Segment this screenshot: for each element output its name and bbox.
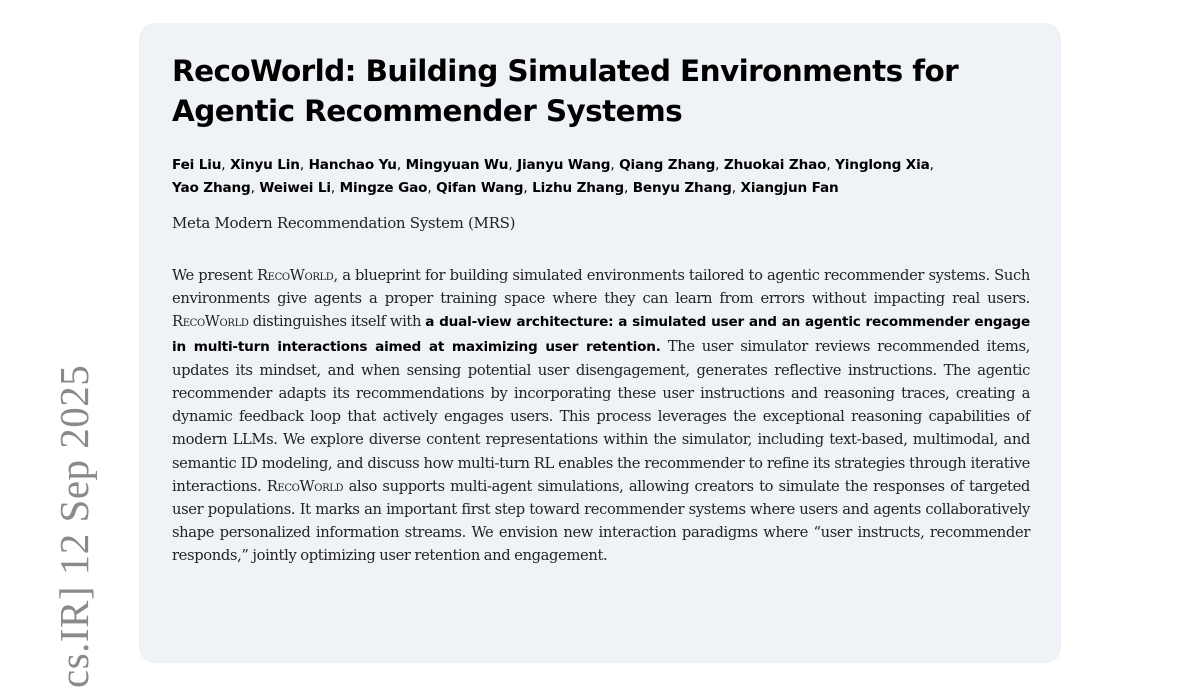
abstract-segment: , a blueprint for building simulated environments tailored to agentic recommender systems. Such environments give agents a proper training space where they can learn from errors without impacting real users.	[172, 267, 1030, 308]
author-list	[172, 154, 1042, 200]
author-separator: ,	[623, 180, 629, 196]
author-separator: ,	[715, 157, 720, 173]
author-separator: ,	[299, 157, 304, 173]
abstract-segment: distinguishes itself with	[248, 313, 426, 331]
author-separator: ,	[330, 180, 336, 196]
author-separator: ,	[731, 180, 736, 196]
author-separator: ,	[396, 157, 401, 173]
system-name: RecoWorld	[256, 267, 334, 284]
author-separator: ,	[427, 180, 432, 196]
author-name: Qifan Wang	[436, 180, 524, 196]
author-name: Xinyu Lin	[230, 157, 300, 173]
author-name: Yao Zhang	[172, 180, 251, 196]
abstract-text	[172, 264, 1030, 568]
author-name: Xiangjun Fan	[740, 180, 839, 196]
author-separator: ,	[221, 157, 226, 173]
author-separator: ,	[250, 180, 255, 196]
author-name: Fei Liu	[172, 157, 222, 173]
author-separator: ,	[523, 180, 528, 196]
author-name: Mingyuan Wu	[405, 157, 509, 173]
author-name: Yinglong Xia	[835, 157, 930, 173]
author-separator: ,	[826, 157, 831, 173]
author-name: Qiang Zhang	[619, 157, 716, 173]
author-name: Hanchao Yu	[308, 157, 397, 173]
abstract-segment: also supports multi-agent simulations, allowing creators to simulate the responses of targeted user populations. It marks an important first step toward recommender systems where users and agents collaboratively shape personalized information streams. We envision new interaction paradigms where “user instructs, recommender responds,” jointly optimizing user retention and engagement.	[172, 477, 1030, 565]
arxiv-identifier-stamp: cs.IR] 12 Sep 2025	[51, 364, 97, 688]
system-name: RecoWorld	[172, 313, 249, 331]
paper-title: RecoWorld: Building Simulated Environments for Agentic Recommender Systems	[172, 54, 959, 128]
system-name: RecoWorld	[266, 477, 344, 495]
author-name: Mingze Gao	[339, 180, 428, 196]
abstract-segment: We present	[172, 267, 257, 284]
author-separator: ,	[508, 157, 513, 173]
author-name: Lizhu Zhang	[532, 180, 624, 196]
author-name: Benyu Zhang	[632, 180, 732, 196]
author-separator: ,	[610, 157, 615, 173]
author-name: Jianyu Wang	[517, 157, 611, 173]
affiliation: Meta Modern Recommendation System (MRS)	[172, 214, 516, 232]
author-separator: ,	[929, 157, 934, 173]
paper-abstract-card	[139, 23, 1061, 663]
author-name: Weiwei Li	[259, 180, 331, 196]
author-name: Zhuokai Zhao	[723, 157, 827, 173]
abstract-highlight: a dual-view architecture: a simulated user and an agentic recommender engage in multi-turn interactions aimed at maximizing user retention.	[172, 314, 1030, 355]
abstract-segment: The user simulator reviews recommended items, updates its mindset, and when sensing potential user disengagement, generates reflective instructions. The agentic recommender adapts its recommendations by incorporating these user instructions and reasoning traces, creating a dynamic feedback loop that actively engages users. This process leverages the exceptional reasoning capabilities of modern LLMs. We explore diverse content representations within the simulator, including text-based, multimodal, and semantic ID modeling, and discuss how multi-turn RL enables the recommender to refine its strategies through iterative interactions.	[172, 337, 1030, 495]
